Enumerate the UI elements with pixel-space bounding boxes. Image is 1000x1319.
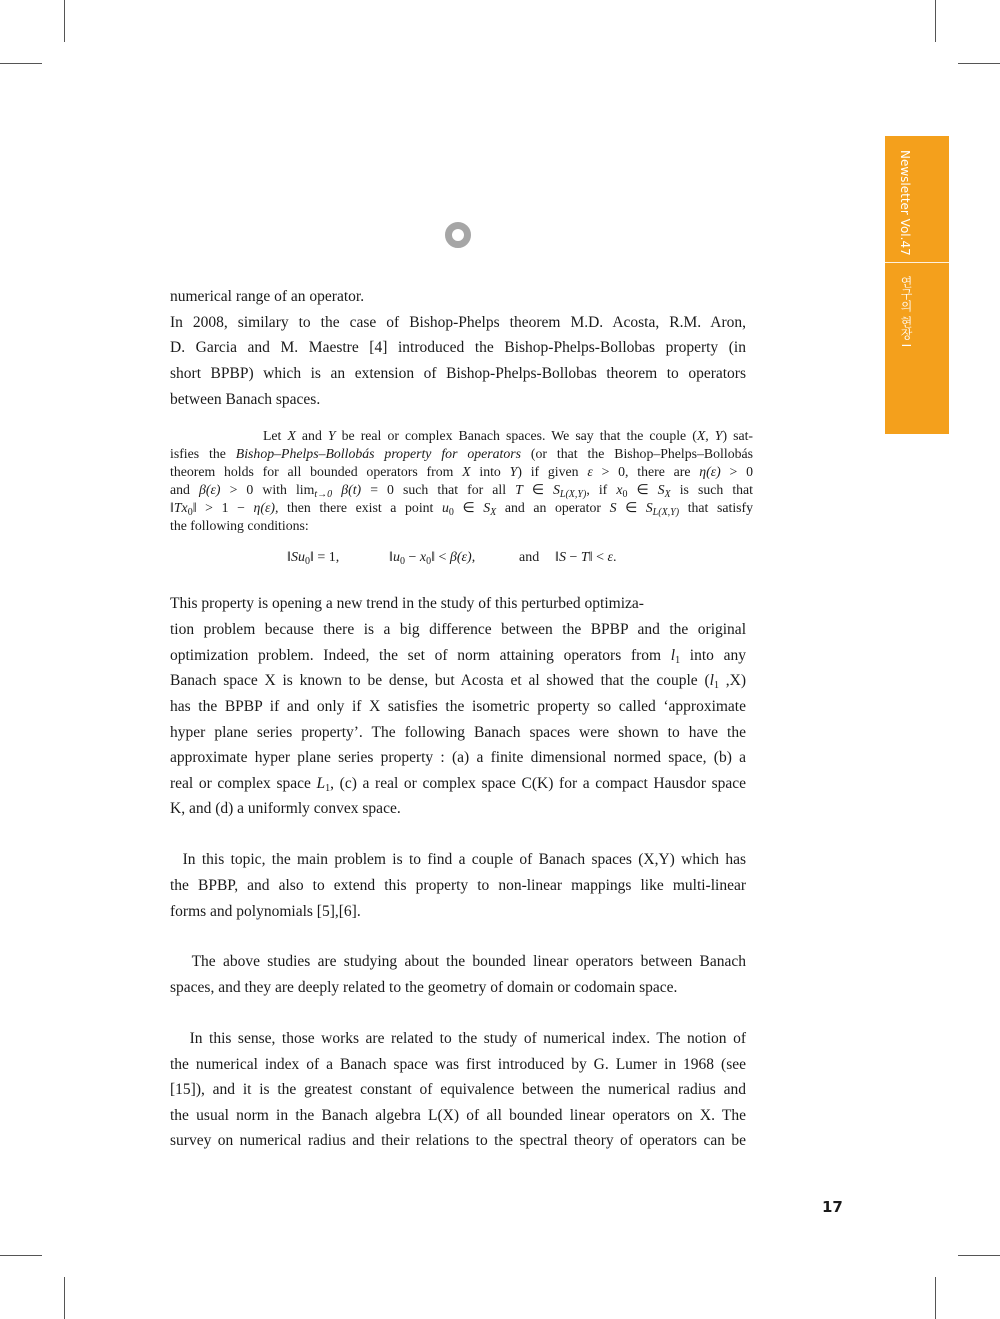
crop-mark — [64, 1277, 65, 1319]
equation-part: $‖Su_0‖ = 1$, — [287, 550, 340, 567]
page-number: 17 — [822, 1198, 843, 1216]
paragraph-line: [15]), and it is the greatest constant of equivalence between the numerical radius and — [170, 1081, 746, 1098]
crop-mark — [935, 1277, 936, 1319]
theorem-line: Let X and Y be real or complex Banach spaces. We say that the couple (X, Y) sat- — [263, 428, 754, 443]
newsletter-volume-label: Newsletter Vol.47 — [898, 150, 912, 256]
paragraph-line: hyper plane series property’. The following Banach spaces were shown to have the — [170, 724, 746, 741]
crop-mark — [958, 1255, 1000, 1256]
paragraph-line: real or complex space $L_1$, (c) a real or complex space C(K) for a compact Hausdor space — [170, 775, 747, 794]
paragraph-line: optimization problem. Indeed, the set of norm attaining operators from $l_1$ into any — [170, 647, 746, 666]
paragraph-line: the BPBP, and also to extend this property to non-linear mappings like multi-linear — [170, 877, 746, 894]
display-equation — [170, 550, 753, 570]
paragraph-line: The above studies are studying about the bounded linear operators between Banach — [170, 953, 746, 970]
crop-mark — [0, 1255, 42, 1256]
paragraph-line: K, and (d) a uniformly convex space. — [170, 800, 401, 817]
paragraph-line: the usual norm in the Banach algebra L(X) of all bounded linear operators on X. The — [170, 1107, 746, 1124]
circle-ornament-icon — [445, 222, 471, 248]
crop-mark — [0, 63, 42, 64]
equation-part: $‖u_0$ − $x_0‖ < \beta(\varepsilon)$, — [389, 550, 476, 567]
crop-mark — [935, 0, 936, 42]
paragraph-line: Banach space X is known to be dense, but Acosta et al showed that the couple ($l_1$ ,X) — [170, 672, 746, 691]
section-tab — [885, 136, 949, 434]
paragraph-line: numerical range of an operator. — [170, 288, 365, 305]
crop-mark — [958, 63, 1000, 64]
theorem-line: theorem holds for all bounded operators from X into Y) if given ε > 0, there are η(ε) > 0 — [170, 464, 753, 479]
theorem-line: isfies the Bishop–Phelps–Bollobás property for operators (or that the Bishop–Phelps–Bollobás — [170, 446, 753, 461]
crop-mark — [64, 0, 65, 42]
paragraph-line: survey on numerical radius and their relations to the spectral theory of operators can be — [170, 1132, 746, 1149]
paragraph-line: tion problem because there is a big difference between the BPBP and the original — [170, 621, 746, 638]
theorem-line: and β(ε) > 0 with $\lim_{t\to 0} \beta(t) = 0$ such that for all T ∈ $S_{L(X,Y)}$, if $x_0$ ∈ $S_X$ is such that — [170, 482, 754, 500]
paragraph-line: In 2008, similary to the case of Bishop-Phelps theorem M.D. Acosta, R.M. Aron, — [170, 314, 746, 331]
paragraph-line: In this topic, the main problem is to find a couple of Banach spaces (X,Y) which has — [170, 851, 746, 868]
paragraph-line: has the BPBP if and only if X satisfies the isometric property so called ‘approximate — [170, 698, 746, 715]
equation-part: ‖S − T‖ < ε. — [555, 550, 617, 565]
paragraph-line: short BPBP) which is an extension of Bishop-Phelps-Bollobas theorem to operators — [170, 365, 746, 382]
paragraph-line: forms and polynomials [5],[6]. — [170, 903, 361, 920]
section-tab-divider — [885, 262, 949, 263]
theorem-line: $‖Tx_0‖ > 1 - \eta(\varepsilon)$, then there exist a point $u_0$ ∈ $S_X$ and an operator S ∈ $S_{L(X,Y)}$ that satisfy — [170, 500, 754, 518]
paragraph-line: In this sense, those works are related to the study of numerical index. The notion of — [170, 1030, 746, 1047]
paragraph-line: spaces, and they are deeply related to the geometry of domain or codomain space. — [170, 979, 678, 996]
paragraph-line: between Banach spaces. — [170, 391, 321, 408]
equation-conjunction: and — [519, 550, 540, 565]
property-name: Bishop–Phelps–Bollobás property for operators — [235, 446, 521, 461]
section-label: 연구의 현장 I — [899, 276, 913, 348]
paragraph-line: the numerical index of a Banach space was first introduced by G. Lumer in 1968 (see — [170, 1056, 746, 1073]
paragraph-line: approximate hyper plane series property : (a) a finite dimensional normed space, (b) a — [170, 749, 746, 766]
paragraph-line: This property is opening a new trend in the study of this perturbed optimiza- — [170, 595, 644, 612]
paragraph-line: D. Garcia and M. Maestre [4] introduced the Bishop-Phelps-Bollobas property (in — [170, 339, 746, 356]
theorem-line: the following conditions: — [170, 518, 309, 533]
